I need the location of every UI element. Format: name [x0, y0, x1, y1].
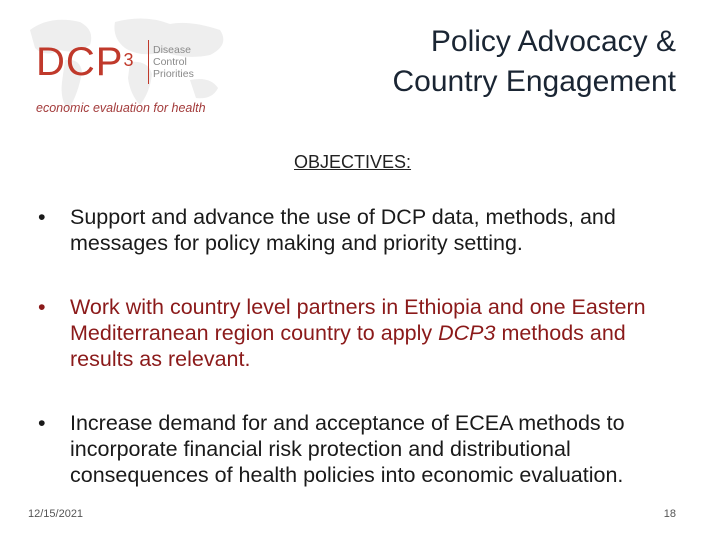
bullet-list: [30, 204, 690, 488]
page-number: 18: [663, 508, 676, 520]
logo-superscript: 3: [123, 50, 135, 70]
bullet-text: Increase demand for and acceptance of ECEA methods to incorporate financial risk protection and distributional consequences of health policies into economic evaluation.: [70, 411, 625, 487]
bullet-icon: •: [38, 295, 46, 319]
logo-tagline: economic evaluation for health: [36, 101, 206, 115]
logo-sub-line: Disease: [153, 44, 191, 56]
logo-wordmark: [36, 40, 134, 84]
bullet-text: Support and advance the use of DCP data, methods, and messages for policy making and priority setting.: [70, 205, 616, 255]
bullet-text-italic: DCP3: [438, 321, 496, 345]
logo-mark-text: DCP: [36, 40, 124, 84]
bullet-icon: •: [38, 205, 46, 229]
bullet-item: [30, 204, 690, 256]
slide-title: [276, 22, 676, 102]
logo-subtitle: [153, 44, 194, 80]
bullet-item: [30, 410, 690, 488]
slide-title-line: Policy Advocacy &: [430, 25, 676, 58]
dcp3-logo: [20, 10, 240, 130]
logo-sub-line: Priorities: [153, 68, 194, 80]
bullet-text: Work with country level partners in Ethiopia and one Eastern Mediterranean region country to apply: [70, 295, 646, 345]
bullet-item: [30, 294, 690, 372]
bullet-text: methods and results as relevant.: [70, 321, 626, 371]
logo-sub-line: Control: [153, 56, 187, 68]
objectives-heading: OBJECTIVES:: [294, 152, 412, 172]
logo-divider: [148, 40, 149, 84]
footer-date: 12/15/2021: [28, 508, 84, 520]
bullet-icon: •: [38, 411, 46, 435]
slide-title-line: Country Engagement: [392, 65, 676, 98]
